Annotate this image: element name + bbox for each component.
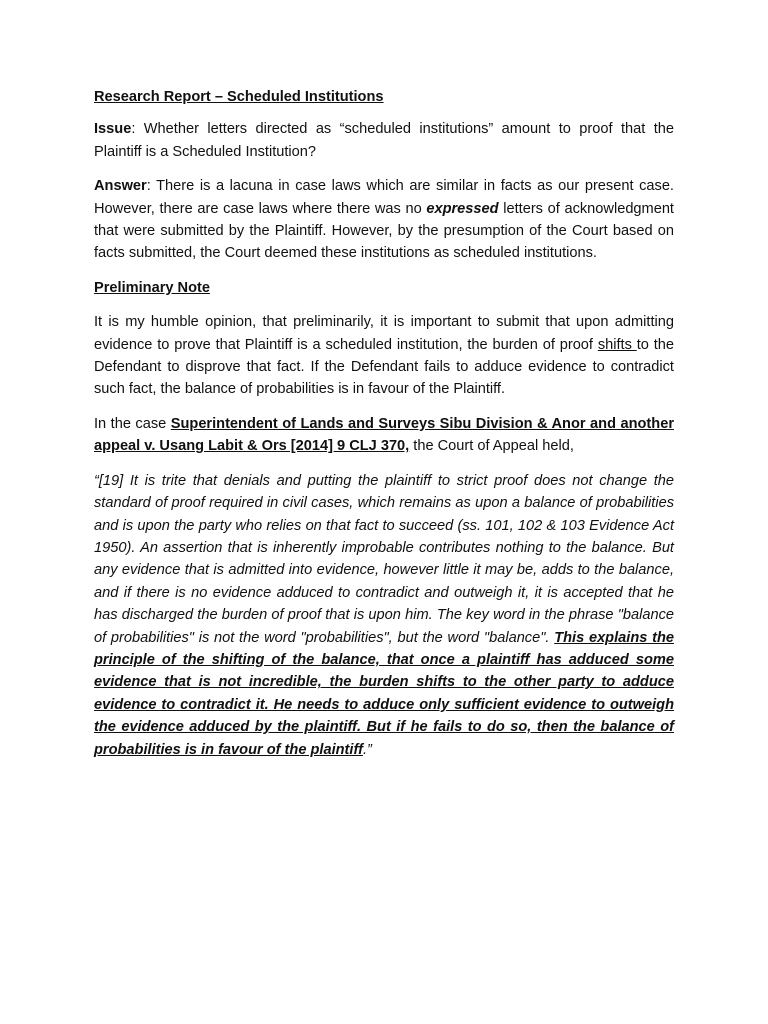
shifts-word: shifts xyxy=(597,336,637,353)
issue-paragraph xyxy=(94,118,674,163)
case-intro-text-2: the Court of Appeal held, xyxy=(409,438,574,455)
case-intro-paragraph xyxy=(94,413,674,458)
case-citation: Superintendent of Lands and Surveys Sibu Division & Anor and another appeal v. Usang Labit & Ors [2014] 9 CLJ 370, xyxy=(94,415,674,455)
answer-label: Answer xyxy=(94,178,147,195)
issue-text: : Whether letters directed as “scheduled institutions” amount to proof that the Plaintiff is a Scheduled Institution? xyxy=(94,121,674,160)
quote-text-1: “[19] It is trite that denials and putting the plaintiff to strict proof does not change the standard of proof required in civil cases, which remains as upon a balance of probabilities and is upon the party who relies on that fact to succeed (ss. 101, 102 & 103 Evidence Act 1950). An assertion that is inherently improbable contributes nothing to the balance. But any evidence that is admitted into evidence, however little it may be, adds to the balance, and if there is no evidence adduced to contradict and outweigh it, it is accepted that he has discharged the burden of proof that is upon him. The key word in the phrase "balance of probabilities" is not the word "probabilities", but the word "balance". xyxy=(94,472,674,646)
document-title: Research Report – Scheduled Institutions xyxy=(94,89,384,105)
quote-end: .” xyxy=(362,741,372,758)
answer-emphasis: expressed xyxy=(426,200,499,217)
preliminary-note-heading: Preliminary Note xyxy=(94,279,210,296)
preliminary-note-paragraph xyxy=(94,311,674,401)
court-quote xyxy=(94,470,674,761)
answer-text-1: : There is a lacuna in case laws which are similar in facts as our present case. However, there are case laws where there was no xyxy=(94,178,674,217)
case-intro-text-1: In the case xyxy=(94,415,171,432)
issue-label: Issue xyxy=(94,121,132,138)
answer-text-2: letters of acknowledgment that were submitted by the Plaintiff. However, by the presumption of the Court based on facts submitted, the Court deemed these institutions as scheduled institutions. xyxy=(94,200,674,262)
answer-paragraph xyxy=(94,175,674,265)
quote-emphasis: This explains the principle of the shifting of the balance, that once a plaintiff has adduced some evidence that is not incredible, the burden shifts to the other party to adduce evidence to contradict it. He needs to adduce only sufficient evidence to outweigh the evidence adduced by the plaintiff. But if he fails to do so, then the balance of probabilities is in favour of the plaintiff xyxy=(94,629,674,758)
document-page xyxy=(94,86,674,773)
preliminary-note-text-1: It is my humble opinion, that preliminarily, it is important to submit that upon admitting evidence to prove that Plaintiff is a scheduled institution, the burden of proof xyxy=(94,314,674,353)
preliminary-note-text-2: to the Defendant to disprove that fact. If the Defendant fails to adduce evidence to contradict such fact, the balance of probabilities is in favour of the Plaintiff. xyxy=(94,336,674,398)
